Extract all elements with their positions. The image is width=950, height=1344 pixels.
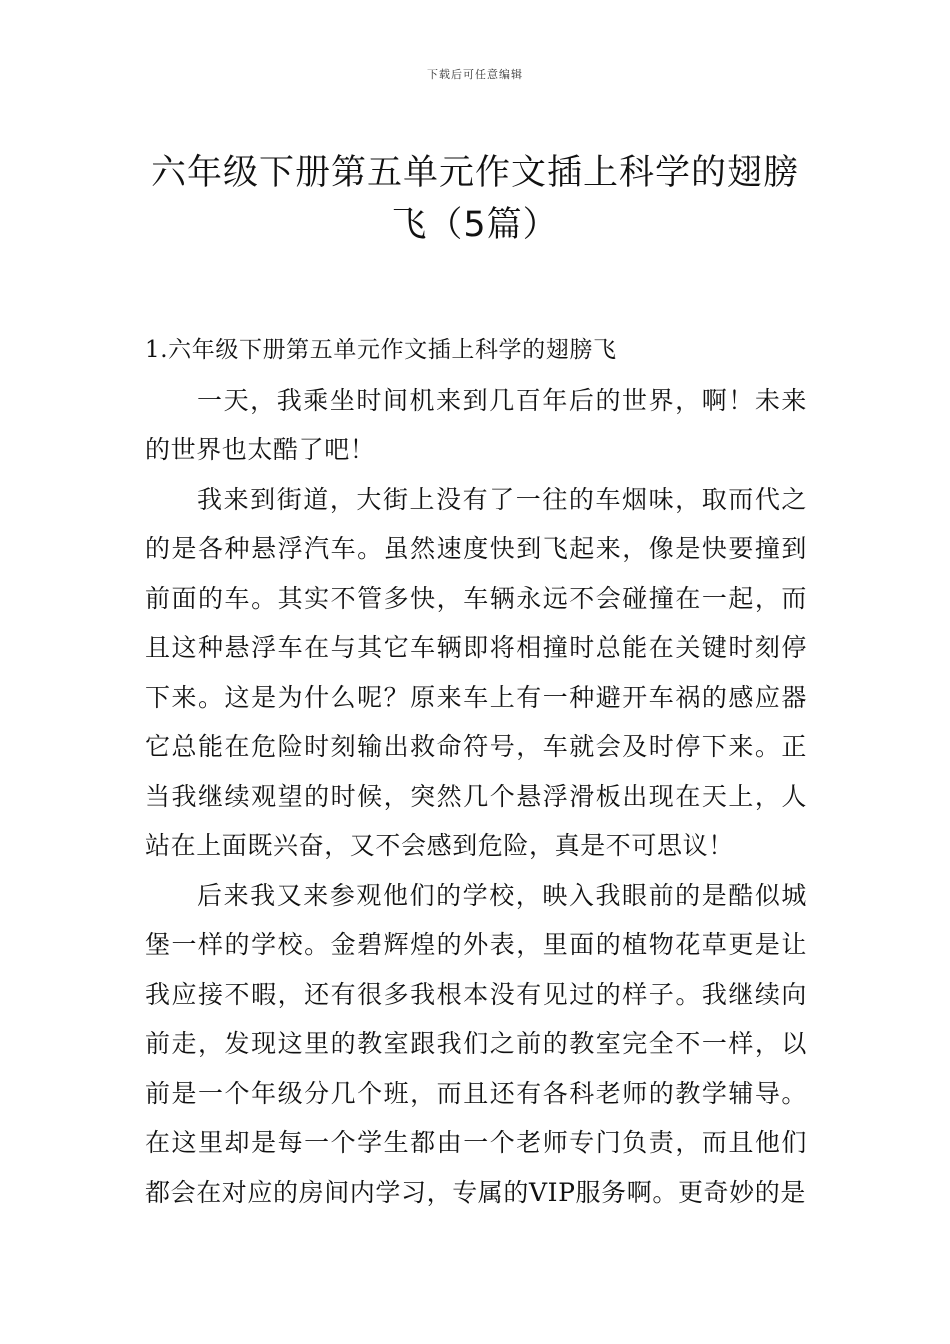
paragraph: 一天，我乘坐时间机来到几百年后的世界，啊！未来的世界也太酷了吧！ <box>145 385 807 464</box>
paragraph: 我来到街道，大街上没有了一往的车烟味，取而代之的是各种悬浮汽车。虽然速度快到飞起来，像是快要撞到前面的车。其实不管多快，车辆永远不会碰撞在一起，而且这种悬浮车在与其它车辆即将相撞时总能在关键时刻停下来。这是为什么呢？原来车上有一种避开车祸的感应器它总能在危险时刻输出救命符号，车就会及时停下来。正当我继续观望的时候，突然几个悬浮滑板出现在天上，人站在上面既兴奋，又不会感到危险，真是不可思议！ <box>145 484 807 860</box>
document-body <box>145 326 807 1217</box>
document-title: 六年级下册第五单元作文插上科学的翅膀飞（5篇） <box>150 153 799 246</box>
paragraph: 后来我又来参观他们的学校，映入我眼前的是酷似城堡一样的学校。金碧辉煌的外表，里面的植物花草更是让我应接不暇，还有很多我根本没有见过的样子。我继续向前走，发现这里的教室跟我们之前的教室完全不一样，以前是一个年级分几个班，而且还有各科老师的教学辅导。在这里却是每一个学生都由一个老师专门负责，而且他们都会在对应的房间内学习，专属的VIP服务啊。更奇妙的是 <box>145 880 807 1207</box>
section-heading: 1.六年级下册第五单元作文插上科学的翅膀飞 <box>145 337 617 363</box>
header-note: 下载后可任意编辑 <box>427 68 523 81</box>
